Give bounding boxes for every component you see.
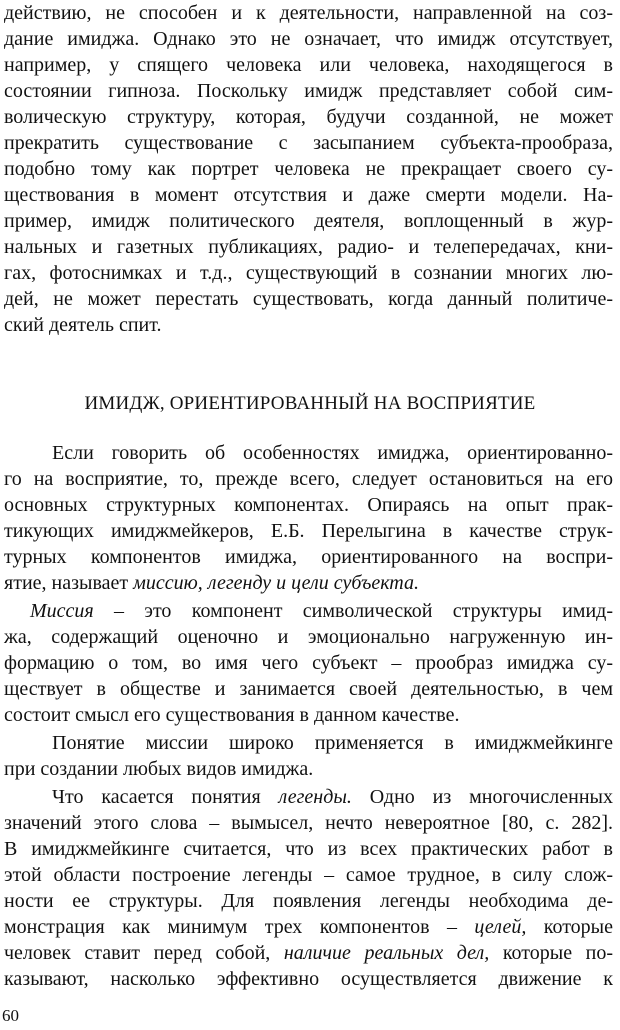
text-run: Что касается понятия <box>52 786 279 808</box>
text-line <box>4 914 613 940</box>
text-line: жа, содержащий оценочно и эмоционально нагруженную ин- <box>4 626 613 648</box>
text-line: при создании любых видов имиджа. <box>4 758 314 780</box>
section-heading: ИМИДЖ, ОРИЕНТИРОВАННЫЙ НА ВОСПРИЯТИЕ <box>84 393 536 414</box>
text-line: например, у спящего человека или человека, находящегося в <box>4 54 613 76</box>
text-line <box>4 570 613 596</box>
text-run: – это компонент символической структуры имид- <box>93 600 613 622</box>
text-line: казывают, насколько эффективно осуществляется движение к <box>4 968 613 990</box>
text-run: человек ставит перед собой, <box>4 942 284 964</box>
text-line: нальных и газетных публикациях, радио- и телепередачах, кни- <box>4 236 613 258</box>
text-line: действию, не способен и к деятельности, направленной на соз- <box>4 2 613 24</box>
text-line: дей, не может перестать существовать, когда данный политиче- <box>4 288 613 310</box>
text-line <box>4 940 613 966</box>
text-line: основных структурных компонентах. Опираясь на опыт прак- <box>4 494 613 516</box>
text-line: состоянии гипноза. Поскольку имидж представляет собой сим- <box>4 80 613 102</box>
text-line: гах, фотоснимках и т.д., существующий в сознании многих лю- <box>4 262 613 284</box>
text-line: турных компонентов имиджа, ориентированного на воспри- <box>4 546 613 568</box>
italic-term: наличие реальных дел, <box>283 942 490 964</box>
text-line: Если говорить об особенностях имиджа, ориентированно- <box>52 442 613 464</box>
text-line: этой области построение легенды – самое трудное, в силу слож- <box>4 864 613 886</box>
text-line: формацию о том, во имя чего субъект – прообраз имиджа су- <box>4 652 613 674</box>
text-line: прекратить существование с засыпанием субъекта-прообраза, <box>4 132 613 154</box>
text-run: Одно из многочисленных <box>351 786 613 808</box>
italic-term: миссию, легенду и цели субъекта. <box>133 572 419 594</box>
text-line: ности ее структуры. Для появления легенды необходима де- <box>4 890 613 912</box>
text-run: монстрация как минимум трех компонентов – <box>4 916 475 938</box>
text-run: которые <box>526 916 613 938</box>
text-line <box>30 598 613 624</box>
text-line: тикующих имиджмейкеров, Е.Б. Перелыгина в качестве струк- <box>4 520 613 542</box>
text-line: ществует в обществе и занимается своей деятельностью, в чем <box>4 678 613 700</box>
page-number: 60 <box>2 1006 19 1025</box>
italic-term: целей, <box>474 916 527 938</box>
text-run: которые по- <box>489 942 613 964</box>
text-line: ский деятель спит. <box>4 314 162 336</box>
text-line: го на восприятие, то, прежде всего, следует остановиться на его <box>4 468 613 490</box>
text-line: значений этого слова – вымысел, нечто невероятное [80, с. 282]. <box>4 812 613 834</box>
italic-term: Миссия <box>30 600 94 622</box>
text-line: волическую структуру, которая, будучи созданной, не может <box>4 106 613 128</box>
text-line: ществования в момент отсутствия и даже смерти модели. На- <box>4 184 613 206</box>
text-line <box>52 784 613 810</box>
text-line: состоит смысл его существования в данном качестве. <box>4 704 460 726</box>
text-line: дание имиджа. Однако это не означает, что имидж отсутствует, <box>4 28 613 50</box>
text-line: пример, имидж политического деятеля, воплощенный в жур- <box>4 210 613 232</box>
italic-term: легенды. <box>278 786 352 808</box>
text-line: Понятие миссии широко применяется в имиджмейкинге <box>52 732 613 754</box>
text-line: В имиджмейкинге считается, что из всех практических работ в <box>4 838 613 860</box>
text-line: подобно тому как портрет человека не прекращает своего су- <box>4 158 613 180</box>
text-run: ятие, называет <box>4 572 134 594</box>
